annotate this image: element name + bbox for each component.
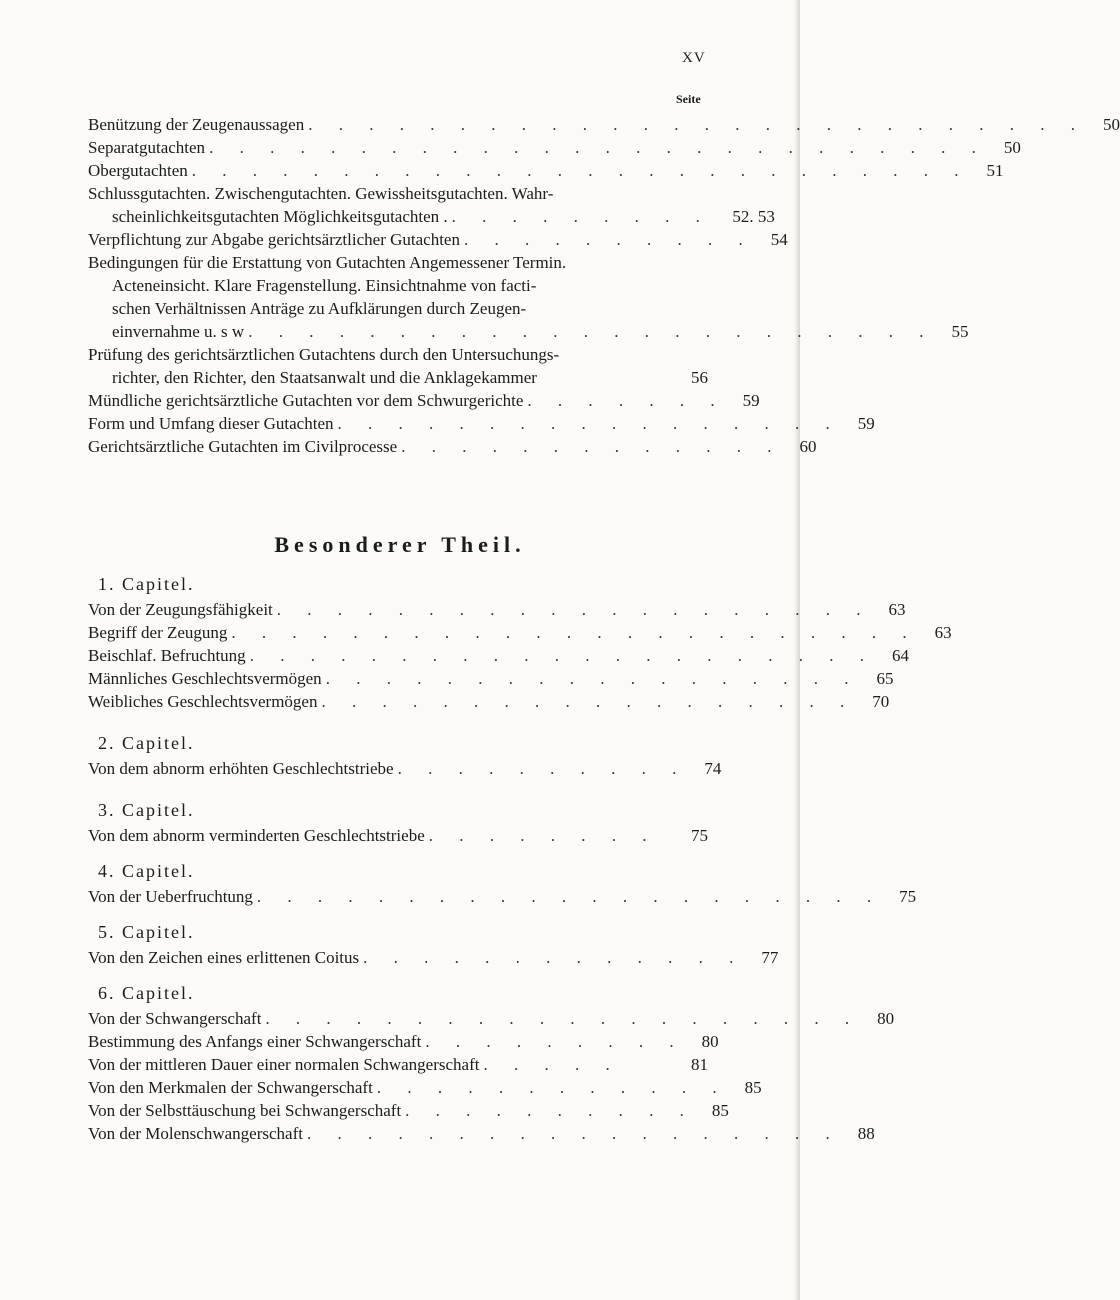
chapter-heading: 6. Capitel. xyxy=(98,983,195,1003)
toc-entry: Mündliche gerichtsärztliche Gutachten vor dem Schwurgerichte . . . . . . . 59 xyxy=(88,391,760,410)
toc-entry: Verpflichtung zur Abgabe gerichtsärztlicher Gutachten . . . . . . . . . . 54 xyxy=(88,230,788,249)
toc-entry-multiline: Prüfung des gerichtsärztlichen Gutachtens durch den Untersuchungs- richter, den Richter, den Staatsanwalt und die Anklagekammer 56 xyxy=(88,345,708,387)
toc-entry: Von den Merkmalen der Schwangerschaft . . . . . . . . . . . . 85 xyxy=(88,1078,762,1097)
chapter-heading: 4. Capitel. xyxy=(98,861,195,881)
toc-entry: Von der Selbsttäuschung bei Schwangerschaft . . . . . . . . . . 85 xyxy=(88,1101,729,1120)
toc-entry: Von den Zeichen eines erlittenen Coitus . . . . . . . . . . . . . 77 xyxy=(88,948,779,967)
chapter-heading: 5. Capitel. xyxy=(98,922,195,942)
toc-special-part xyxy=(88,570,952,1145)
toc-entry: Von der Molenschwangerschaft . . . . . . . . . . . . . . . . . . 88 xyxy=(88,1124,875,1143)
toc-entry: Obergutachten . . . . . . . . . . . . . . . . . . . . . . . . . . 51 xyxy=(88,161,1004,180)
toc-entry: Weibliches Geschlechtsvermögen . . . . . . . . . . . . . . . . . . 70 xyxy=(88,692,890,711)
toc-entry: Bestimmung des Anfangs einer Schwangerschaft . . . . . . . . . 80 xyxy=(88,1032,719,1051)
toc-entry: Beischlaf. Befruchtung . . . . . . . . . . . . . . . . . . . . . 64 xyxy=(88,646,909,665)
chapter-heading: 1. Capitel. xyxy=(98,574,195,594)
toc-entry: Separatgutachten . . . . . . . . . . . . . . . . . . . . . . . . . . 50 xyxy=(88,138,1021,157)
toc-entry: Von der Ueberfruchtung . . . . . . . . . . . . . . . . . . . . . 75 xyxy=(88,887,917,906)
toc-entry: Benützung der Zeugenaussagen . . . . . . . . . . . . . . . . . . . . . . . . . . 50 xyxy=(88,115,1120,134)
chapter-heading: 3. Capitel. xyxy=(98,800,195,820)
section-title: Besonderer Theil. xyxy=(274,532,526,557)
toc-entry: Begriff der Zeugung . . . . . . . . . . . . . . . . . . . . . . . 63 xyxy=(88,623,952,642)
toc-entry: Von der Zeugungsfähigkeit . . . . . . . . . . . . . . . . . . . . 63 xyxy=(88,600,906,619)
page-number: XV xyxy=(682,50,706,66)
toc-entry-multiline: Schlussgutachten. Zwischengutachten. Gewissheitsgutachten. Wahr- scheinlichkeitsgutachten Möglichkeitsgutachten . . . . . . . . . . 52. 53 xyxy=(88,184,775,226)
toc-entry: Von der Schwangerschaft . . . . . . . . . . . . . . . . . . . . 80 xyxy=(88,1009,895,1028)
chapter-heading: 2. Capitel. xyxy=(98,733,195,753)
toc-entry: Männliches Geschlechtsvermögen . . . . . . . . . . . . . . . . . . 65 xyxy=(88,669,894,688)
toc-entry: Von dem abnorm erhöhten Geschlechtstriebe . . . . . . . . . . 74 xyxy=(88,759,722,778)
seite-column-label: Seite xyxy=(676,92,701,106)
toc-general-part xyxy=(88,113,1120,458)
toc-entry: Form und Umfang dieser Gutachten . . . . . . . . . . . . . . . . . 59 xyxy=(88,414,875,433)
toc-entry: Von dem abnorm verminderten Geschlechtstriebe . . . . . . . . 75 xyxy=(88,826,708,845)
toc-entry: Von der mittleren Dauer einer normalen Schwangerschaft . . . . . 81 xyxy=(88,1055,708,1074)
toc-entry-multiline: Bedingungen für die Erstattung von Gutachten Angemessener Termin. Acteneinsicht. Klare Fragenstellung. Einsichtnahme von facti- schen Verhältnissen Anträge zu Aufklärungen durch Zeugen- einvernahme u. s w . . . . . . . . . . . . . . . . . . . . . . . 55 xyxy=(88,253,969,341)
toc-entry: Gerichtsärztliche Gutachten im Civilprocesse . . . . . . . . . . . . . 60 xyxy=(88,437,817,456)
